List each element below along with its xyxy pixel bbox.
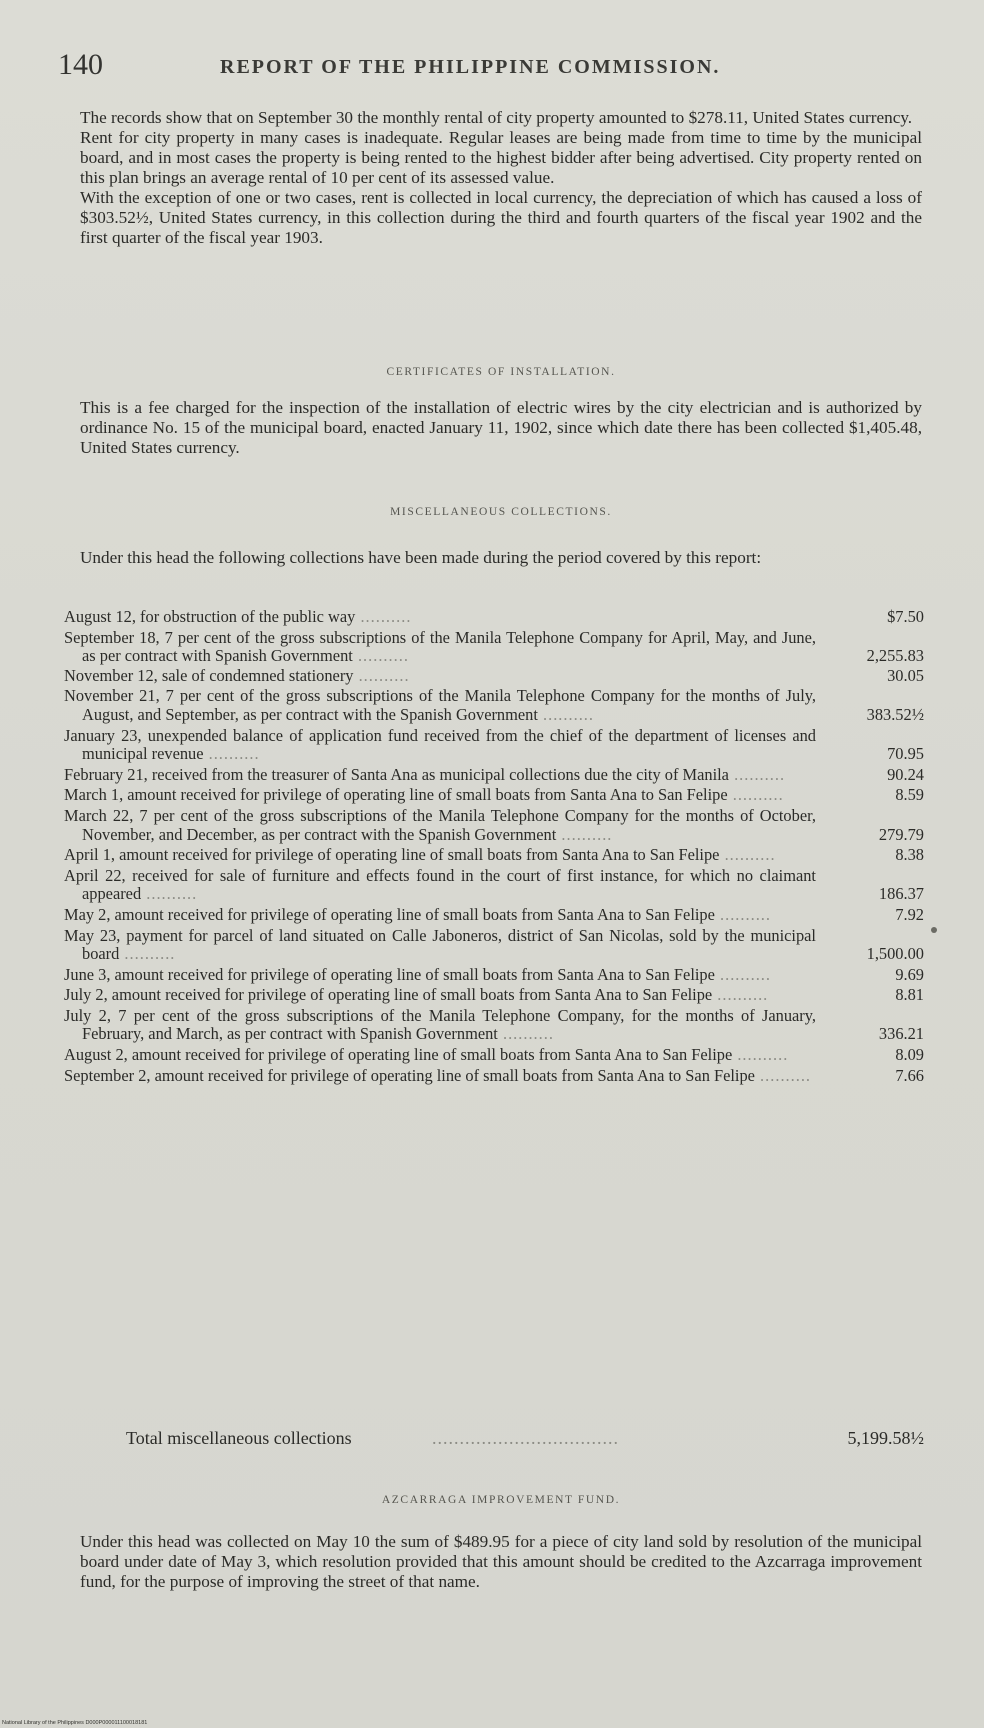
collection-description: September 2, amount received for privilege of operating line of small boats from Santa Ana to San Felipe .......... xyxy=(64,1065,812,1085)
total-amount: 5,199.58½ xyxy=(847,1428,924,1448)
leader-dots: .......... xyxy=(712,985,769,1005)
collection-description: June 3, amount received for privilege of operating line of small boats from Santa Ana to San Felipe .......... xyxy=(64,964,771,984)
collection-amount: 279.79 xyxy=(878,824,924,844)
collection-item xyxy=(64,906,924,925)
leader-dots: .......... xyxy=(203,744,260,764)
intro-paragraph-2: Rent for city property in many cases is inadequate. Regular leases are being made from time to time by the municipal board, and in most cases the property is being rented to the highest bidder after being advertised. City property rented on this plan brings an average rental of 10 per cent of its assessed value. xyxy=(80,128,922,187)
intro-paragraph-1: The records show that on September 30 the monthly rental of city property amounted to $278.11, United States currency. xyxy=(80,108,913,127)
collection-description: July 2, amount received for privilege of operating line of small boats from Santa Ana to San Felipe .......... xyxy=(64,985,769,1005)
total-leader-dots: .................................. xyxy=(432,1428,619,1448)
collection-item xyxy=(64,1007,924,1044)
collection-item xyxy=(64,846,924,865)
miscellaneous-heading: MISCELLANEOUS COLLECTIONS. xyxy=(390,506,612,518)
leader-dots: .......... xyxy=(141,884,198,904)
collection-item xyxy=(64,966,924,985)
leader-dots: .......... xyxy=(728,764,786,784)
azcarraga-section xyxy=(80,1494,922,1592)
leader-dots: .......... xyxy=(714,904,771,924)
collection-description: September 18, 7 per cent of the gross subscriptions of the Manila Telephone Company for April, May, and June, as per contract with Spanish Government .......... xyxy=(64,627,816,666)
collection-amount: 8.59 xyxy=(895,785,924,805)
collection-description: January 23, unexpended balance of application fund received from the chief of the department of licenses and municipal revenue .......... xyxy=(64,725,816,764)
collection-item xyxy=(64,1067,924,1086)
collection-description: April 1, amount received for privilege of operating line of small boats from Santa Ana to San Felipe .......... xyxy=(64,845,776,865)
collection-item xyxy=(64,867,924,904)
page-header xyxy=(58,48,928,88)
collection-item xyxy=(64,608,924,627)
ink-mark xyxy=(931,927,937,933)
azcarraga-paragraph: Under this head was collected on May 10 the sum of $489.95 for a piece of city land sold by resolution of the municipal board under date of May 3, which resolution provided that this amount should be credited to the Azcarraga improvement fund, for the purpose of improving the street of that name. xyxy=(80,1532,922,1591)
leader-dots: .......... xyxy=(355,607,412,626)
collection-item xyxy=(64,629,924,666)
library-credit: National Library of the Philippines D000P000011100018181 xyxy=(2,1720,148,1726)
miscellaneous-section xyxy=(80,506,922,568)
collection-description: May 23, payment for parcel of land situated on Calle Jaboneros, district of San Nicolas, sold by the municipal board .......... xyxy=(64,925,816,964)
collection-amount: 9.69 xyxy=(895,964,924,984)
leader-dots: .......... xyxy=(353,665,410,685)
collection-amount: 336.21 xyxy=(878,1024,924,1044)
certificates-section xyxy=(80,366,922,458)
collection-description: August 12, for obstruction of the public way .......... xyxy=(64,607,412,626)
collection-amount: 70.95 xyxy=(887,744,924,764)
collection-item xyxy=(64,687,924,724)
collection-amount: 90.24 xyxy=(887,764,924,784)
intro-paragraph-3: With the exception of one or two cases, rent is collected in local currency, the depreciation of which has caused a loss of $303.52½, United States currency, in this collection during the third and fourth quarters of the fiscal year 1902 and the first quarter of the fiscal year 1903. xyxy=(80,188,922,247)
leader-dots: .......... xyxy=(719,845,776,865)
collection-description: November 21, 7 per cent of the gross subscriptions of the Manila Telephone Company for the months of July, August, and September, as per contract with the Spanish Government .......... xyxy=(64,686,816,724)
collection-amount: 30.05 xyxy=(887,665,924,685)
collection-item xyxy=(64,786,924,805)
leader-dots: .......... xyxy=(727,785,784,805)
collection-description: November 12, sale of condemned stationery .......... xyxy=(64,665,410,685)
collection-description: August 2, amount received for privilege of operating line of small boats from Santa Ana to San Felipe .......... xyxy=(64,1045,789,1065)
miscellaneous-intro: Under this head the following collections have been made during the period covered by this report: xyxy=(80,548,762,567)
total-label: Total miscellaneous collections xyxy=(126,1428,352,1448)
collection-description: July 2, 7 per cent of the gross subscriptions of the Manila Telephone Company, for the months of January, February, and March, as per contract with Spanish Government .......... xyxy=(64,1005,816,1044)
collection-description: February 21, received from the treasurer of Santa Ana as municipal collections due the city of Manila .......... xyxy=(64,764,786,784)
collections-list xyxy=(64,608,924,1085)
certificates-heading: CERTIFICATES OF INSTALLATION. xyxy=(386,366,616,378)
collection-item xyxy=(64,807,924,844)
collection-description: April 22, received for sale of furniture and effects found in the court of first instance, for which no claimant appeared .......... xyxy=(64,865,816,904)
leader-dots: .......... xyxy=(352,646,409,666)
collection-description: March 22, 7 per cent of the gross subscriptions of the Manila Telephone Company for the months of October, November, and December, as per contract with the Spanish Government .......... xyxy=(64,805,816,844)
leader-dots: .......... xyxy=(119,944,176,964)
collection-item xyxy=(64,1046,924,1065)
certificates-paragraph: This is a fee charged for the inspection of the installation of electric wires by the city electrician and is authorized by ordinance No. 15 of the municipal board, enacted January 11, 1902, since which date there has been collected $1,405.48, United States currency. xyxy=(80,398,922,457)
collection-item xyxy=(64,766,924,785)
collection-amount: 7.92 xyxy=(895,904,924,924)
collection-item xyxy=(64,986,924,1005)
leader-dots: .......... xyxy=(556,824,613,844)
azcarraga-heading: AZCARRAGA IMPROVEMENT FUND. xyxy=(381,1494,621,1506)
leader-dots: .......... xyxy=(732,1045,789,1065)
collection-item xyxy=(64,727,924,764)
collection-amount: 7.66 xyxy=(895,1065,924,1085)
collection-amount: $7.50 xyxy=(887,607,924,626)
leader-dots: .......... xyxy=(754,1065,812,1085)
collection-amount: 2,255.83 xyxy=(866,646,924,666)
intro-section xyxy=(80,108,922,248)
collection-item xyxy=(64,927,924,964)
collection-amount: 383.52½ xyxy=(866,704,924,724)
collection-amount: 8.09 xyxy=(895,1045,924,1065)
collection-item xyxy=(64,667,924,686)
collection-amount: 186.37 xyxy=(878,884,924,904)
running-title: REPORT OF THE PHILIPPINE COMMISSION. xyxy=(220,56,721,78)
collection-description: May 2, amount received for privilege of operating line of small boats from Santa Ana to San Felipe .......... xyxy=(64,904,771,924)
leader-dots: .......... xyxy=(537,704,594,724)
leader-dots: .......... xyxy=(714,964,771,984)
page-number: 140 xyxy=(58,48,103,81)
collection-amount: 8.38 xyxy=(895,845,924,865)
leader-dots: .......... xyxy=(497,1024,554,1044)
collection-description: March 1, amount received for privilege of operating line of small boats from Santa Ana to San Felipe .......... xyxy=(64,785,784,805)
collection-amount: 1,500.00 xyxy=(866,944,924,964)
collection-amount: 8.81 xyxy=(895,985,924,1005)
